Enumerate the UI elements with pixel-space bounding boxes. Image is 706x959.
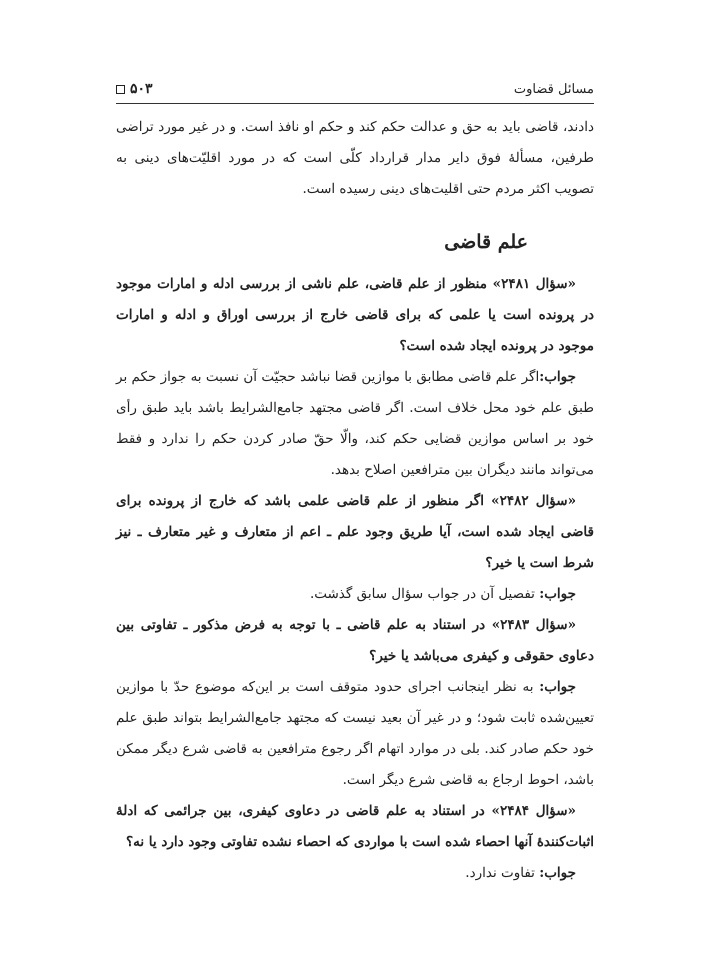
intro-paragraph: دادند، قاضی باید به حق و عدالت حکم کند و حکم او نافذ است. و در غیر مورد تراضی طرفین، مسألهٔ فوق دایر مدار قرارداد کلّی است که در مورد اقلیّت‌های دینی به تصویب اکثر مردم حتی اقلیت‌های دینی رسیده است. [116,119,594,197]
question-2482 [116,486,594,579]
question-text: در استناد به علم قاضی ـ با توجه به فرض مذکور ـ تفاوتی بین دعاوی حقوقی و کیفری می‌باشد یا خیر؟ [116,617,594,664]
page-body [116,112,594,889]
running-title: مسائل قضاوت [513,81,594,97]
question-label: «سؤال ۲۴۸۴» [491,803,576,819]
question-text: منظور از علم قاضی، علم ناشی از بررسی ادله و امارات موجود در پرونده است یا علمی که برای قاضی خارج از بررسی اوراق و ادله و امارات موجود در پرونده ایجاد شده است؟ [116,276,594,354]
header-rule [116,103,594,104]
square-marker-icon [116,85,125,94]
question-label: «سؤال ۲۴۸۲» [491,493,577,509]
page-number: ۵۰۳ [130,81,153,97]
answer-2483 [116,672,594,796]
answer-text: تفاوت ندارد. [465,865,535,881]
answer-label: جواب: [539,586,576,602]
question-2484 [116,796,594,858]
question-2483 [116,610,594,672]
answer-2482 [116,579,594,610]
answer-text: به نظر اینجانب اجرای حدود متوقف است بر این‌که موضوع حدّ با موازین تعیین‌شده ثابت شود؛ و در غیر آن بعید نیست که مجتهد جامع‌الشرایط بتواند طبق علم خود حکم صادر کند. بلی در موارد اتهام اگر رجوع مترافعین به قاضی شرع دیگر ممکن باشد، احوط ارجاع به قاضی شرع دیگر است. [116,679,594,788]
section-title: علم قاضی [444,231,528,253]
question-text: اگر منظور از علم قاضی علمی باشد که خارج از پرونده برای قاضی ایجاد شده است، آیا طریق وجود علم ـ اعم از متعارف و غیر متعارف ـ نیز شرط است یا خیر؟ [116,493,594,571]
question-label: «سؤال ۲۴۸۳» [491,617,577,633]
question-label: «سؤال ۲۴۸۱» [492,276,576,292]
answer-label: جواب: [539,865,576,881]
answer-label: جواب: [539,679,576,695]
page-header [116,78,594,100]
page-number-box [116,81,153,97]
question-2481 [116,269,594,362]
answer-2481 [116,362,594,486]
answer-text: اگر علم قاضی مطابق با موازین قضا نباشد حجیّت آن نسبت به جواز حکم بر طبق علم خود محل خلاف است. اگر قاضی مجتهد جامع‌الشرایط باشد باید طبق رأی خود بر اساس موازین قضایی حکم کند، والّا حقّ صادر کردن حکم را ندارد و فقط می‌تواند مانند دیگران بین مترافعین اصلاح بدهد. [116,369,594,478]
answer-text: تفصیل آن در جواب سؤال سابق گذشت. [309,586,535,602]
question-text: در استناد به علم قاضی در دعاوی کیفری، بین جرائمی که ادلهٔ اثبات‌کنندهٔ آنها احصاء شده است با مواردی که احصاء نشده تفاوتی وجود دارد یا نه؟ [116,803,594,850]
answer-label: جواب: [539,369,576,385]
answer-2484 [116,858,594,889]
